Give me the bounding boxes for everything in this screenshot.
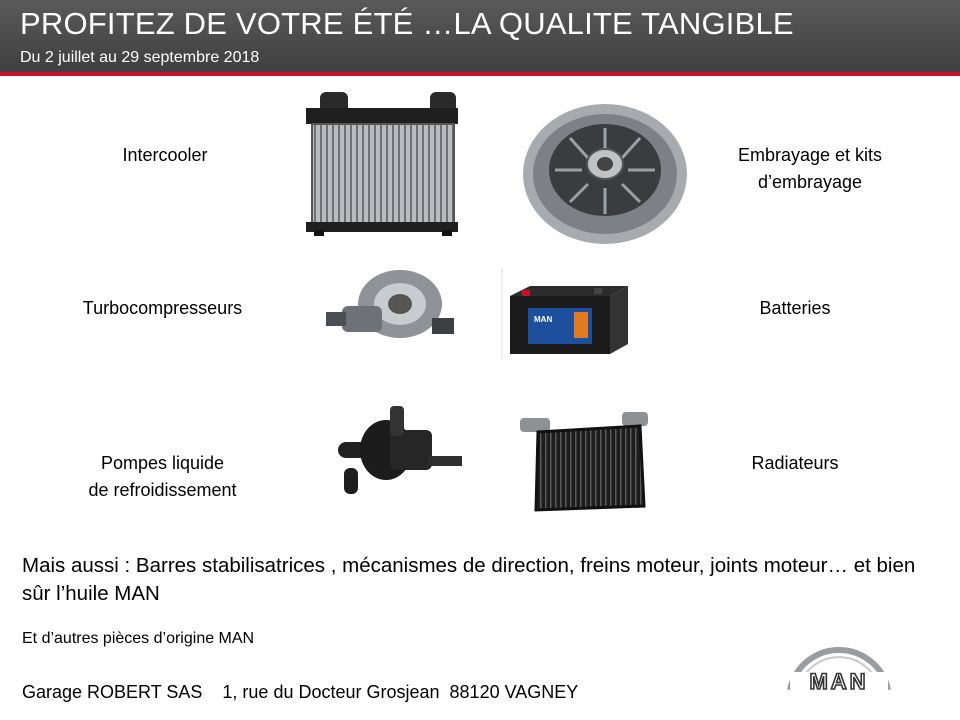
label-radiateurs: Radiateurs <box>751 453 839 473</box>
page-title: PROFITEZ DE VOTRE ÉTÉ …LA QUALITE TANGIBLE <box>20 6 794 41</box>
original-parts-note: Et d’autres pièces d’origine MAN <box>22 630 255 647</box>
label-turbo: Turbocompresseurs <box>82 298 243 318</box>
additional-parts-note: Mais aussi : Barres stabilisatrices , mécanismes de direction, freins moteur, joints moteur… et bien sûr l’huile MAN <box>22 554 916 605</box>
garage-address: Garage ROBERT SAS 1, rue du Docteur Grosjean 88120 VAGNEY <box>22 682 579 702</box>
intercooler-image <box>302 92 462 237</box>
battery-brand-label: MAN <box>534 315 553 324</box>
label-embrayage <box>700 142 920 196</box>
clutch-image <box>520 98 690 246</box>
label-embrayage-line1: Embrayage et kits <box>737 145 883 165</box>
radiator-image <box>520 412 655 512</box>
header-accent-line <box>0 72 960 76</box>
label-pompes-line2: de refroidissement <box>88 480 237 500</box>
label-pompes-line1: Pompes liquide <box>100 453 225 473</box>
man-logo-text: MAN <box>809 669 869 694</box>
header-bar <box>0 0 960 72</box>
label-intercooler: Intercooler <box>122 145 208 165</box>
man-logo <box>784 626 894 699</box>
battery-image <box>500 268 636 360</box>
page-subtitle: Du 2 juillet au 29 septembre 2018 <box>20 49 260 66</box>
water-pump-image <box>330 402 465 497</box>
label-pompes <box>60 450 265 504</box>
label-batteries: Batteries <box>759 298 831 318</box>
label-embrayage-line2: d’embrayage <box>757 172 863 192</box>
turbo-image <box>322 262 457 352</box>
